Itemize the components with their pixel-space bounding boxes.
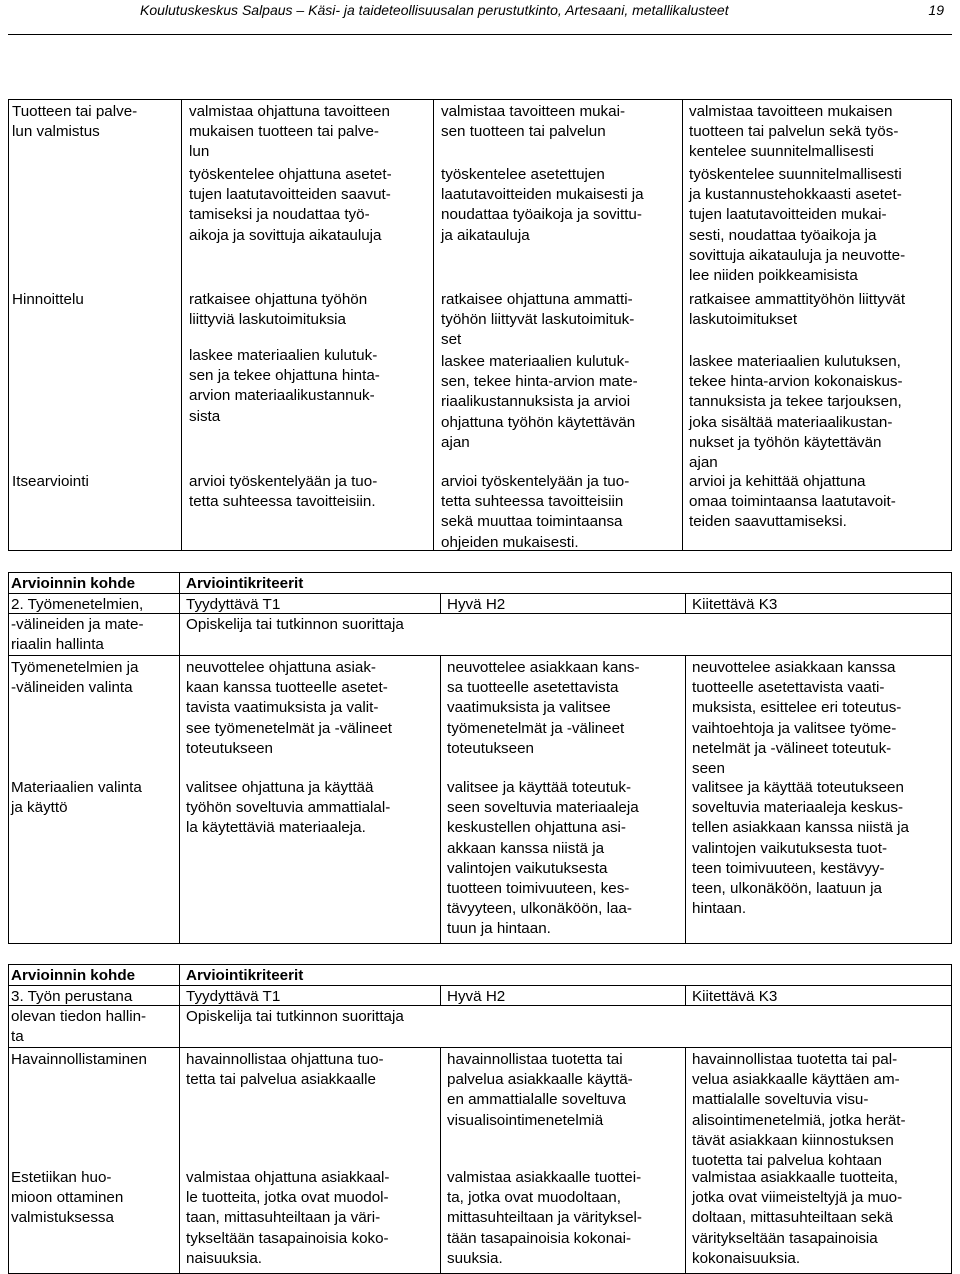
text-line: mattialalle soveltuvia visu- xyxy=(692,1091,869,1109)
text-line: Havainnollistaminen xyxy=(11,1051,147,1068)
column-divider xyxy=(440,1047,441,1273)
criteria-t1 xyxy=(189,165,392,246)
row-label xyxy=(12,472,89,492)
text-line: laskee materiaalien kulutuk- xyxy=(441,353,630,370)
text-line: lun xyxy=(189,143,210,161)
text-line: tävät asiakkaan kiinnostuksen xyxy=(692,1131,894,1149)
text-line: nukset ja työhön käytettävän xyxy=(689,433,882,451)
criteria-t1 xyxy=(189,346,380,427)
text-line: arvioi ja kehittää ohjattuna xyxy=(689,473,866,490)
subject-label: Opiskelija tai tutkinnon suorittaja xyxy=(186,616,404,633)
text-line: la käytettäviä materiaaleja. xyxy=(186,819,366,837)
column-divider xyxy=(179,573,180,943)
text-line: joka sisältää materiaalikustan- xyxy=(689,413,893,431)
text-line: sekä muuttaa toimintaansa xyxy=(441,513,623,531)
criteria-t1 xyxy=(189,472,377,512)
criteria-t1 xyxy=(189,290,367,330)
text-line: työmenetelmät ja -välineet xyxy=(447,719,625,737)
text-line: valmistaa ohjattuna asiakkaal- xyxy=(186,1169,390,1186)
text-line: kokonaisuuksia. xyxy=(692,1249,801,1267)
text-line: -välineiden valinta xyxy=(11,679,133,697)
criteria-table-2 xyxy=(8,572,952,944)
text-line: tuotteelle asetettavista vaati- xyxy=(692,679,885,697)
text-line: työhön liittyvät laskutoimituk- xyxy=(441,311,635,329)
text-line: teen toimivuuteen, kestävyy- xyxy=(692,859,885,877)
text-line: tuotteen toimivuuteen, kes- xyxy=(447,880,630,898)
text-line: valmistaa ohjattuna tavoitteen xyxy=(189,103,390,120)
text-line: netelmät ja -välineet toteutuk- xyxy=(692,739,892,757)
text-line: aikoja ja sovittuja aikatauluja xyxy=(189,226,382,244)
text-line: taan, mittasuhteiltaan ja väri- xyxy=(186,1209,381,1227)
text-line: työskentelee asetettujen xyxy=(441,166,605,183)
criteria-h2 xyxy=(441,352,638,453)
page-header xyxy=(0,0,960,34)
text-line: ohjattuna työhön käytettävän xyxy=(441,413,636,431)
criteria-h2 xyxy=(441,165,644,246)
text-line: seen soveltuvia materiaaleja xyxy=(447,799,639,817)
column-divider xyxy=(685,655,686,943)
text-line: ajan xyxy=(689,454,718,472)
text-line: tamiseksi ja noudattaa työ- xyxy=(189,206,370,224)
level-k3: Kiitettävä K3 xyxy=(692,596,778,613)
text-line: tellen asiakkaan kanssa niistä ja xyxy=(692,819,909,837)
text-line: teiden saavuttamiseksi. xyxy=(689,513,847,531)
text-line: sa tuotteelle asetettavista xyxy=(447,679,619,697)
text-line: ja käyttö xyxy=(11,799,68,817)
criteria-k3 xyxy=(689,165,905,286)
text-line: työskentelee ohjattuna asetet- xyxy=(189,166,392,183)
text-line: suuksia. xyxy=(447,1249,503,1267)
column-divider xyxy=(179,965,180,1273)
text-line: ohjeiden mukaisesti. xyxy=(441,533,579,551)
text-line: tujen laatutavoitteiden saavut- xyxy=(189,186,391,204)
text-line: valitsee ohjattuna ja käyttää xyxy=(186,779,374,796)
criteria-h2 xyxy=(447,1050,633,1131)
text-line: mukaisen tuotteen tai palve- xyxy=(189,123,379,141)
criteria-t1 xyxy=(186,658,392,759)
text-line: valmistaa tavoitteen mukaisen xyxy=(689,103,893,120)
text-line: hintaan. xyxy=(692,900,747,918)
text-line: alisointimenetelmiä, jotka herät- xyxy=(692,1111,906,1129)
text-line: muksista, esittelee eri toteutus- xyxy=(692,699,902,717)
text-line: sen ja tekee ohjattuna hinta- xyxy=(189,367,380,385)
row-label xyxy=(11,658,138,698)
criteria-t1 xyxy=(189,102,390,163)
text-line: ratkaisee ammattityöhön liittyvät xyxy=(689,291,906,308)
text-line: kaan kanssa tuotteelle asetet- xyxy=(186,679,388,697)
assessment-target-heading: Arvioinnin kohde xyxy=(11,575,136,592)
criteria-k3 xyxy=(689,352,903,473)
criteria-h2 xyxy=(447,778,639,940)
text-line: tetta tai palvelua asiakkaalle xyxy=(186,1071,376,1089)
text-line: arvioi työskentelyään ja tuo- xyxy=(189,473,378,490)
text-line: see työmenetelmät ja -välineet xyxy=(186,719,392,737)
column-divider xyxy=(440,985,441,1005)
text-line: toteutukseen xyxy=(447,739,534,757)
text-line: sesti, noudattaa työaikoja ja xyxy=(689,226,877,244)
text-line: tuun ja hintaan. xyxy=(447,920,551,938)
subject-label: Opiskelija tai tutkinnon suorittaja xyxy=(186,1008,404,1025)
text-line: sen, tekee hinta-arvion mate- xyxy=(441,373,638,391)
text-line: arvioi työskentelyään ja tuo- xyxy=(441,473,630,490)
text-line: havainnollistaa tuotetta tai pal- xyxy=(692,1051,898,1068)
text-line: tavista vaatimuksista ja valit- xyxy=(186,699,379,717)
text-line: laskutoimitukset xyxy=(689,311,798,329)
criteria-h2 xyxy=(441,472,629,553)
level-t1: Tyydyttävä T1 xyxy=(186,988,281,1005)
criteria-t1 xyxy=(186,1050,384,1090)
row-label xyxy=(12,290,84,310)
text-line: työskentelee suunnitelmallisesti xyxy=(689,166,902,183)
text-line: Tuotteen tai palve- xyxy=(12,103,138,120)
text-line: sen tuotteen tai palvelun xyxy=(441,123,606,141)
column-divider xyxy=(685,593,686,613)
text-line: laskee materiaalien kulutuk- xyxy=(189,347,378,364)
text-line: arvion materiaalikustannuk- xyxy=(189,387,375,405)
text-line: riaalikustannuksista ja arvioi xyxy=(441,393,631,411)
page-number: 19 xyxy=(928,2,944,18)
text-line: tannuksista ja tekee tarjouksen, xyxy=(689,393,902,411)
text-line: seen xyxy=(692,760,725,778)
text-line: ratkaisee ohjattuna työhön xyxy=(189,291,368,308)
text-line: väritykseltään tasapainoisia xyxy=(692,1229,878,1247)
row-divider xyxy=(9,655,951,656)
row-label xyxy=(11,1168,123,1229)
text-line: naisuuksia. xyxy=(186,1249,262,1267)
criteria-t1 xyxy=(186,1168,389,1269)
section-title: 2. Työmenetelmien, -välineiden ja mate- riaalin hallinta xyxy=(11,596,144,654)
text-line: valmistaa tavoitteen mukai- xyxy=(441,103,626,120)
text-line: kentelee suunnitelmallisesti xyxy=(689,143,874,161)
text-line: velua asiakkaalle käyttäen am- xyxy=(692,1071,900,1089)
text-line: valitsee ja käyttää toteutuk- xyxy=(447,779,632,796)
text-line: liittyviä laskutoimituksia xyxy=(189,311,346,329)
column-divider xyxy=(433,100,434,550)
row-divider xyxy=(9,985,951,986)
assessment-target-heading: Arvioinnin kohde xyxy=(11,967,136,984)
text-line: Itsearviointi xyxy=(12,473,89,490)
text-line: keskustellen ohjattuna asi- xyxy=(447,819,626,837)
text-line: palvelua asiakkaalle käyttä- xyxy=(447,1071,633,1089)
text-line: soveltuvia materiaaleja keskus- xyxy=(692,799,904,817)
header-rule xyxy=(8,34,952,35)
text-line: teen, ulkonäköön, laatuun ja xyxy=(692,880,882,898)
row-label xyxy=(12,102,137,142)
row-label xyxy=(11,778,142,818)
text-line: mioon ottaminen xyxy=(11,1189,124,1207)
text-line: ja aikatauluja xyxy=(441,226,530,244)
text-line: laatutavoitteiden mukaisesti ja xyxy=(441,186,644,204)
text-line: Hinnoittelu xyxy=(12,291,84,308)
row-divider xyxy=(9,593,951,594)
text-line: mittasuhteiltaan ja värityksel- xyxy=(447,1209,642,1227)
text-line: akkaan kanssa niistä ja xyxy=(447,839,605,857)
section-title: 3. Työn perustana olevan tiedon hallin- ta xyxy=(11,988,147,1046)
text-line: en ammattialalle soveltuva xyxy=(447,1091,626,1109)
text-line: omaa toimintaansa laatutavoit- xyxy=(689,493,896,511)
text-line: Estetiikan huo- xyxy=(11,1169,112,1186)
text-line: Työmenetelmien ja xyxy=(11,659,139,676)
text-line: ta, jotka ovat muodoltaan, xyxy=(447,1189,621,1207)
criteria-table-1 xyxy=(8,99,952,551)
text-line: tetta suhteessa tavoitteisiin. xyxy=(189,493,376,511)
text-line: tuotteen tai palvelun sekä työs- xyxy=(689,123,899,141)
text-line: valmistaa asiakkaalle tuottei- xyxy=(447,1169,642,1186)
text-line: jotka ovat viimeisteltyjä ja muo- xyxy=(692,1189,903,1207)
text-line: neuvottelee ohjattuna asiak- xyxy=(186,659,376,676)
text-line: havainnollistaa ohjattuna tuo- xyxy=(186,1051,384,1068)
text-line: tetta suhteessa tavoitteisiin xyxy=(441,493,624,511)
row-label xyxy=(11,1050,147,1070)
text-line: valintojen vaikutuksesta tuot- xyxy=(692,839,888,857)
criteria-table-3 xyxy=(8,964,952,1274)
text-line: tujen laatutavoitteiden mukai- xyxy=(689,206,887,224)
text-line: ratkaisee ohjattuna ammatti- xyxy=(441,291,633,308)
header-title: Koulutuskeskus Salpaus – Käsi- ja taideteollisuusalan perustutkinto, Artesaani, metallikalusteet xyxy=(140,2,729,18)
text-line: doltaan, mittasuhteiltaan sekä xyxy=(692,1209,893,1227)
level-k3: Kiitettävä K3 xyxy=(692,988,778,1005)
row-divider xyxy=(9,1047,951,1048)
text-line: valitsee ja käyttää toteutukseen xyxy=(692,779,904,796)
text-line: le tuotteita, jotka ovat muodol- xyxy=(186,1189,389,1207)
criteria-k3 xyxy=(689,290,905,330)
column-divider xyxy=(440,655,441,943)
text-line: tään tasapainoisia kokonai- xyxy=(447,1229,632,1247)
text-line: vaatimuksista ja valitsee xyxy=(447,699,611,717)
text-line: ja kustannustehokkaasti asetet- xyxy=(689,186,902,204)
column-divider xyxy=(440,593,441,613)
text-line: valmistaa asiakkaalle tuotteita, xyxy=(692,1169,898,1186)
text-line: sovittuja aikatauluja ja neuvotte- xyxy=(689,246,906,264)
criteria-h2 xyxy=(441,102,625,142)
text-line: valintojen vaikutuksesta xyxy=(447,859,608,877)
criteria-heading: Arviointikriteerit xyxy=(186,575,304,592)
criteria-h2 xyxy=(447,658,640,759)
column-divider xyxy=(685,1047,686,1273)
text-line: tuotetta tai palvelua kohtaan xyxy=(692,1152,882,1170)
text-line: sista xyxy=(189,407,221,425)
text-line: visualisointimenetelmiä xyxy=(447,1111,604,1129)
text-line: tävyyteen, ulkonäköön, laa- xyxy=(447,900,632,918)
text-line: vaihtoehtoja ja valitsee työme- xyxy=(692,719,897,737)
criteria-k3 xyxy=(692,1168,902,1269)
text-line: ajan xyxy=(441,433,470,451)
text-line: noudattaa työaikoja ja sovittu- xyxy=(441,206,642,224)
text-line: tykseltään tasapainoisia koko- xyxy=(186,1229,389,1247)
criteria-h2 xyxy=(447,1168,642,1269)
text-line: lee niiden poikkeamisista xyxy=(689,267,858,285)
criteria-k3 xyxy=(689,472,896,533)
text-line: lun valmistus xyxy=(12,123,100,141)
column-divider xyxy=(685,985,686,1005)
text-line: havainnollistaa tuotetta tai xyxy=(447,1051,623,1068)
text-line: tekee hinta-arvion kokonaiskus- xyxy=(689,373,903,391)
text-line: neuvottelee asiakkaan kanssa xyxy=(692,659,896,676)
criteria-k3 xyxy=(689,102,898,163)
criteria-heading: Arviointikriteerit xyxy=(186,967,304,984)
text-line: Materiaalien valinta xyxy=(11,779,142,796)
criteria-k3 xyxy=(692,778,909,919)
criteria-k3 xyxy=(692,1050,906,1171)
level-h2: Hyvä H2 xyxy=(447,596,506,613)
level-h2: Hyvä H2 xyxy=(447,988,506,1005)
criteria-h2 xyxy=(441,290,634,351)
column-divider xyxy=(682,100,683,550)
text-line: set xyxy=(441,331,462,349)
text-line: laskee materiaalien kulutuksen, xyxy=(689,353,901,370)
text-line: valmistuksessa xyxy=(11,1209,114,1227)
text-line: toteutukseen xyxy=(186,739,273,757)
column-divider xyxy=(181,100,182,550)
level-t1: Tyydyttävä T1 xyxy=(186,596,281,613)
criteria-k3 xyxy=(692,658,901,779)
text-line: neuvottelee asiakkaan kans- xyxy=(447,659,640,676)
text-line: työhön soveltuvia ammattialal- xyxy=(186,799,391,817)
criteria-t1 xyxy=(186,778,390,839)
